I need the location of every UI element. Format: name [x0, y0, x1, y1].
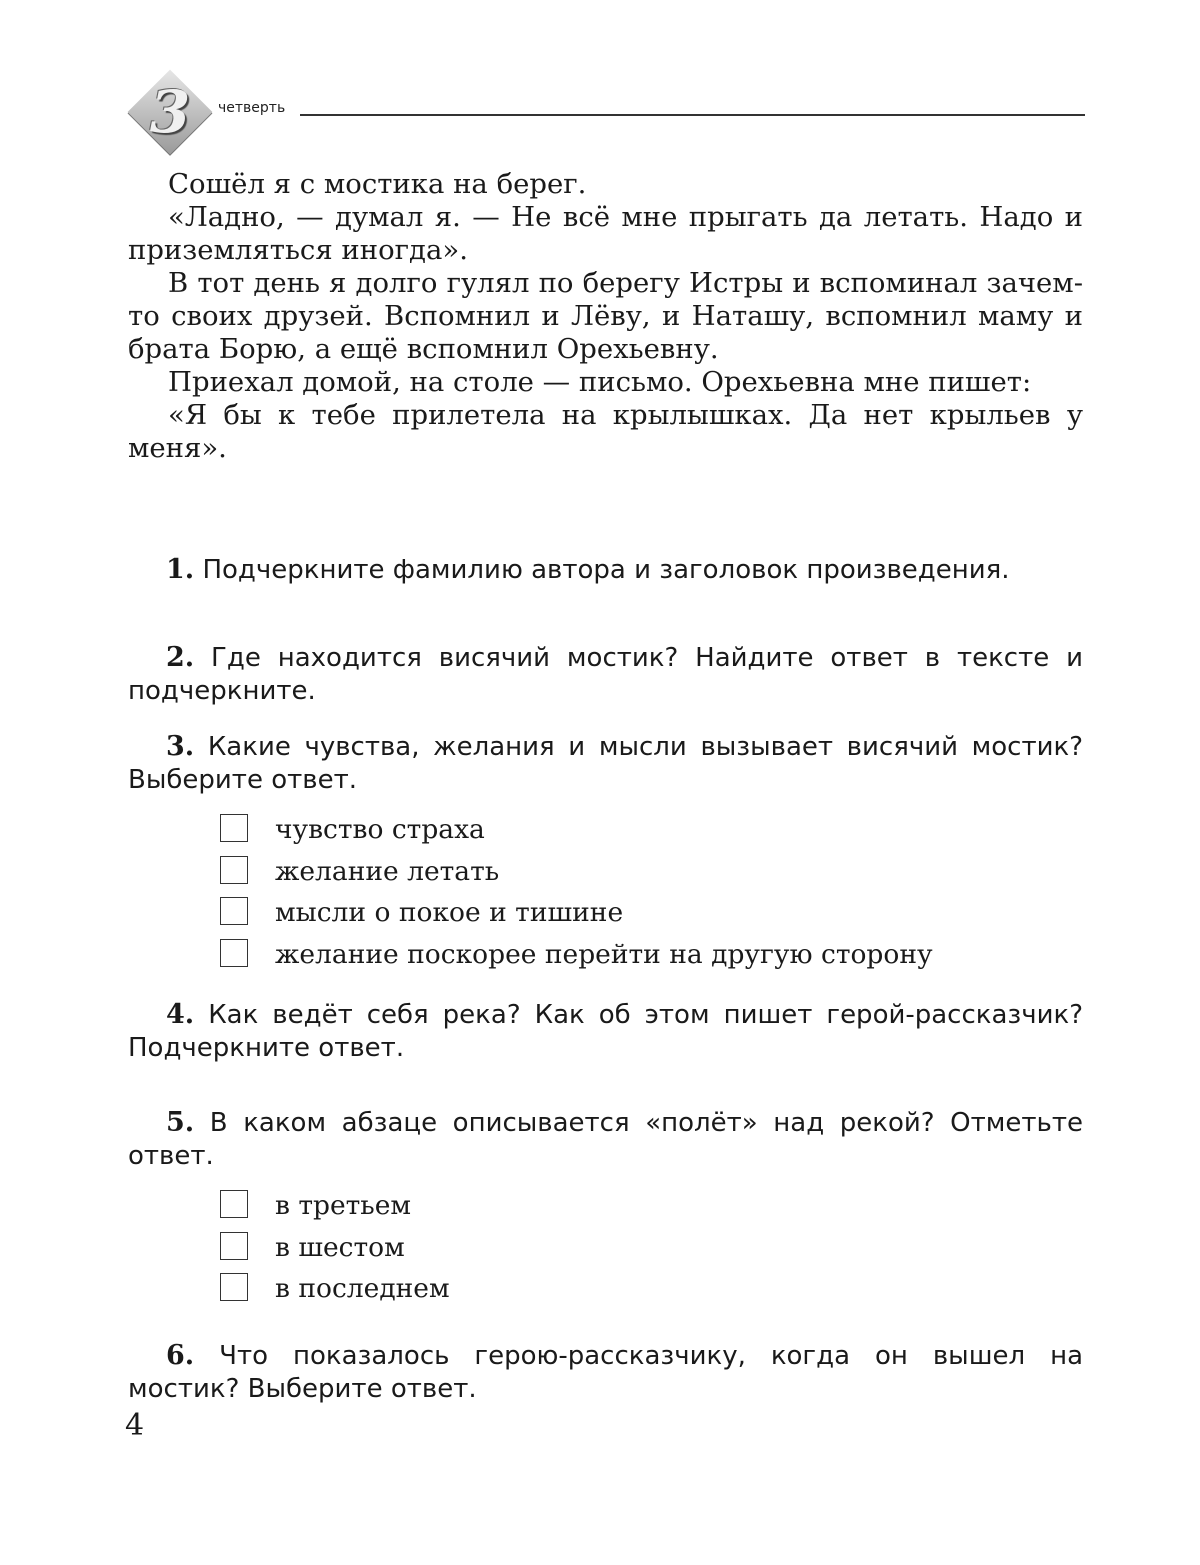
- answer-checkbox[interactable]: [220, 856, 248, 884]
- answer-option-label: мысли о покое и тишине: [275, 897, 624, 928]
- question-3-options: [220, 814, 1080, 980]
- answer-option: [220, 1232, 1080, 1274]
- answer-option: [220, 1273, 1080, 1315]
- story-paragraph: «Я бы к тебе прилетела на крылышках. Да нет крыльев у меня».: [128, 399, 1083, 464]
- question-text: Где находится висячий мостик? Найдите ответ в тексте и подчеркните.: [128, 643, 1083, 706]
- answer-checkbox[interactable]: [220, 1232, 248, 1260]
- answer-option-label: желание летать: [275, 855, 500, 887]
- answer-checkbox[interactable]: [220, 897, 248, 925]
- quarter-label: четверть: [218, 100, 286, 116]
- question-4: [128, 998, 1083, 1065]
- answer-option: [220, 1190, 1080, 1232]
- question-number: 3.: [166, 731, 195, 762]
- answer-option-label: желание поскорее перейти на другую сторону: [275, 938, 933, 970]
- story-paragraph: «Ладно, — думал я. — Не всё мне прыгать да летать. Надо и приземляться иногда».: [128, 201, 1083, 266]
- header-rule: [300, 114, 1085, 116]
- question-number: 1.: [166, 554, 195, 585]
- answer-option: [220, 897, 1080, 939]
- question-text: Подчеркните фамилию автора и заголовок произведения.: [202, 555, 1010, 585]
- question-text: В каком абзаце описывается «полёт» над рекой? Отметьте ответ.: [128, 1108, 1083, 1171]
- answer-option-label: чувство страха: [275, 814, 485, 845]
- answer-option-label: в третьем: [275, 1190, 412, 1221]
- answer-checkbox[interactable]: [220, 1190, 248, 1218]
- answer-checkbox[interactable]: [220, 1273, 248, 1301]
- page-header: [125, 72, 1085, 162]
- question-number: 6.: [166, 1340, 195, 1371]
- question-5-options: [220, 1190, 1080, 1315]
- question-5: [128, 1106, 1083, 1173]
- question-6: [128, 1339, 1083, 1406]
- question-1: [128, 553, 1083, 587]
- answer-option-label: в шестом: [275, 1231, 405, 1263]
- answer-checkbox[interactable]: [220, 939, 248, 967]
- question-number: 2.: [166, 642, 195, 673]
- story-paragraph: Сошёл я с мостика на берег.: [168, 168, 587, 200]
- story-paragraph: В тот день я долго гулял по берегу Истры и вспоминал зачем-то своих друзей. Вспомнил и Лёву, и Наташу, вспомнил маму и брата Борю, а ещё вспомнил Орехьевну.: [128, 267, 1083, 365]
- question-2: [128, 641, 1083, 708]
- question-3: [128, 730, 1083, 797]
- question-text: Что показалось герою-рассказчику, когда он вышел на мостик? Выберите ответ.: [128, 1341, 1083, 1404]
- page-number: 4: [125, 1408, 145, 1443]
- answer-option: [220, 814, 1080, 856]
- story-text: [128, 168, 1083, 465]
- quarter-number: 3: [149, 78, 191, 146]
- story-paragraph: Приехал домой, на столе — письмо. Орехьевна мне пишет:: [168, 366, 1032, 398]
- question-number: 4.: [166, 999, 195, 1030]
- question-text: Какие чувства, желания и мысли вызывает висячий мостик? Выберите ответ.: [128, 732, 1084, 795]
- question-number: 5.: [166, 1107, 195, 1138]
- answer-option-label: в последнем: [275, 1273, 450, 1304]
- answer-option: [220, 939, 1080, 981]
- question-text: Как ведёт себя река? Как об этом пишет герой-рассказчик? Подчеркните ответ.: [128, 1000, 1084, 1063]
- answer-option: [220, 856, 1080, 898]
- answer-checkbox[interactable]: [220, 814, 248, 842]
